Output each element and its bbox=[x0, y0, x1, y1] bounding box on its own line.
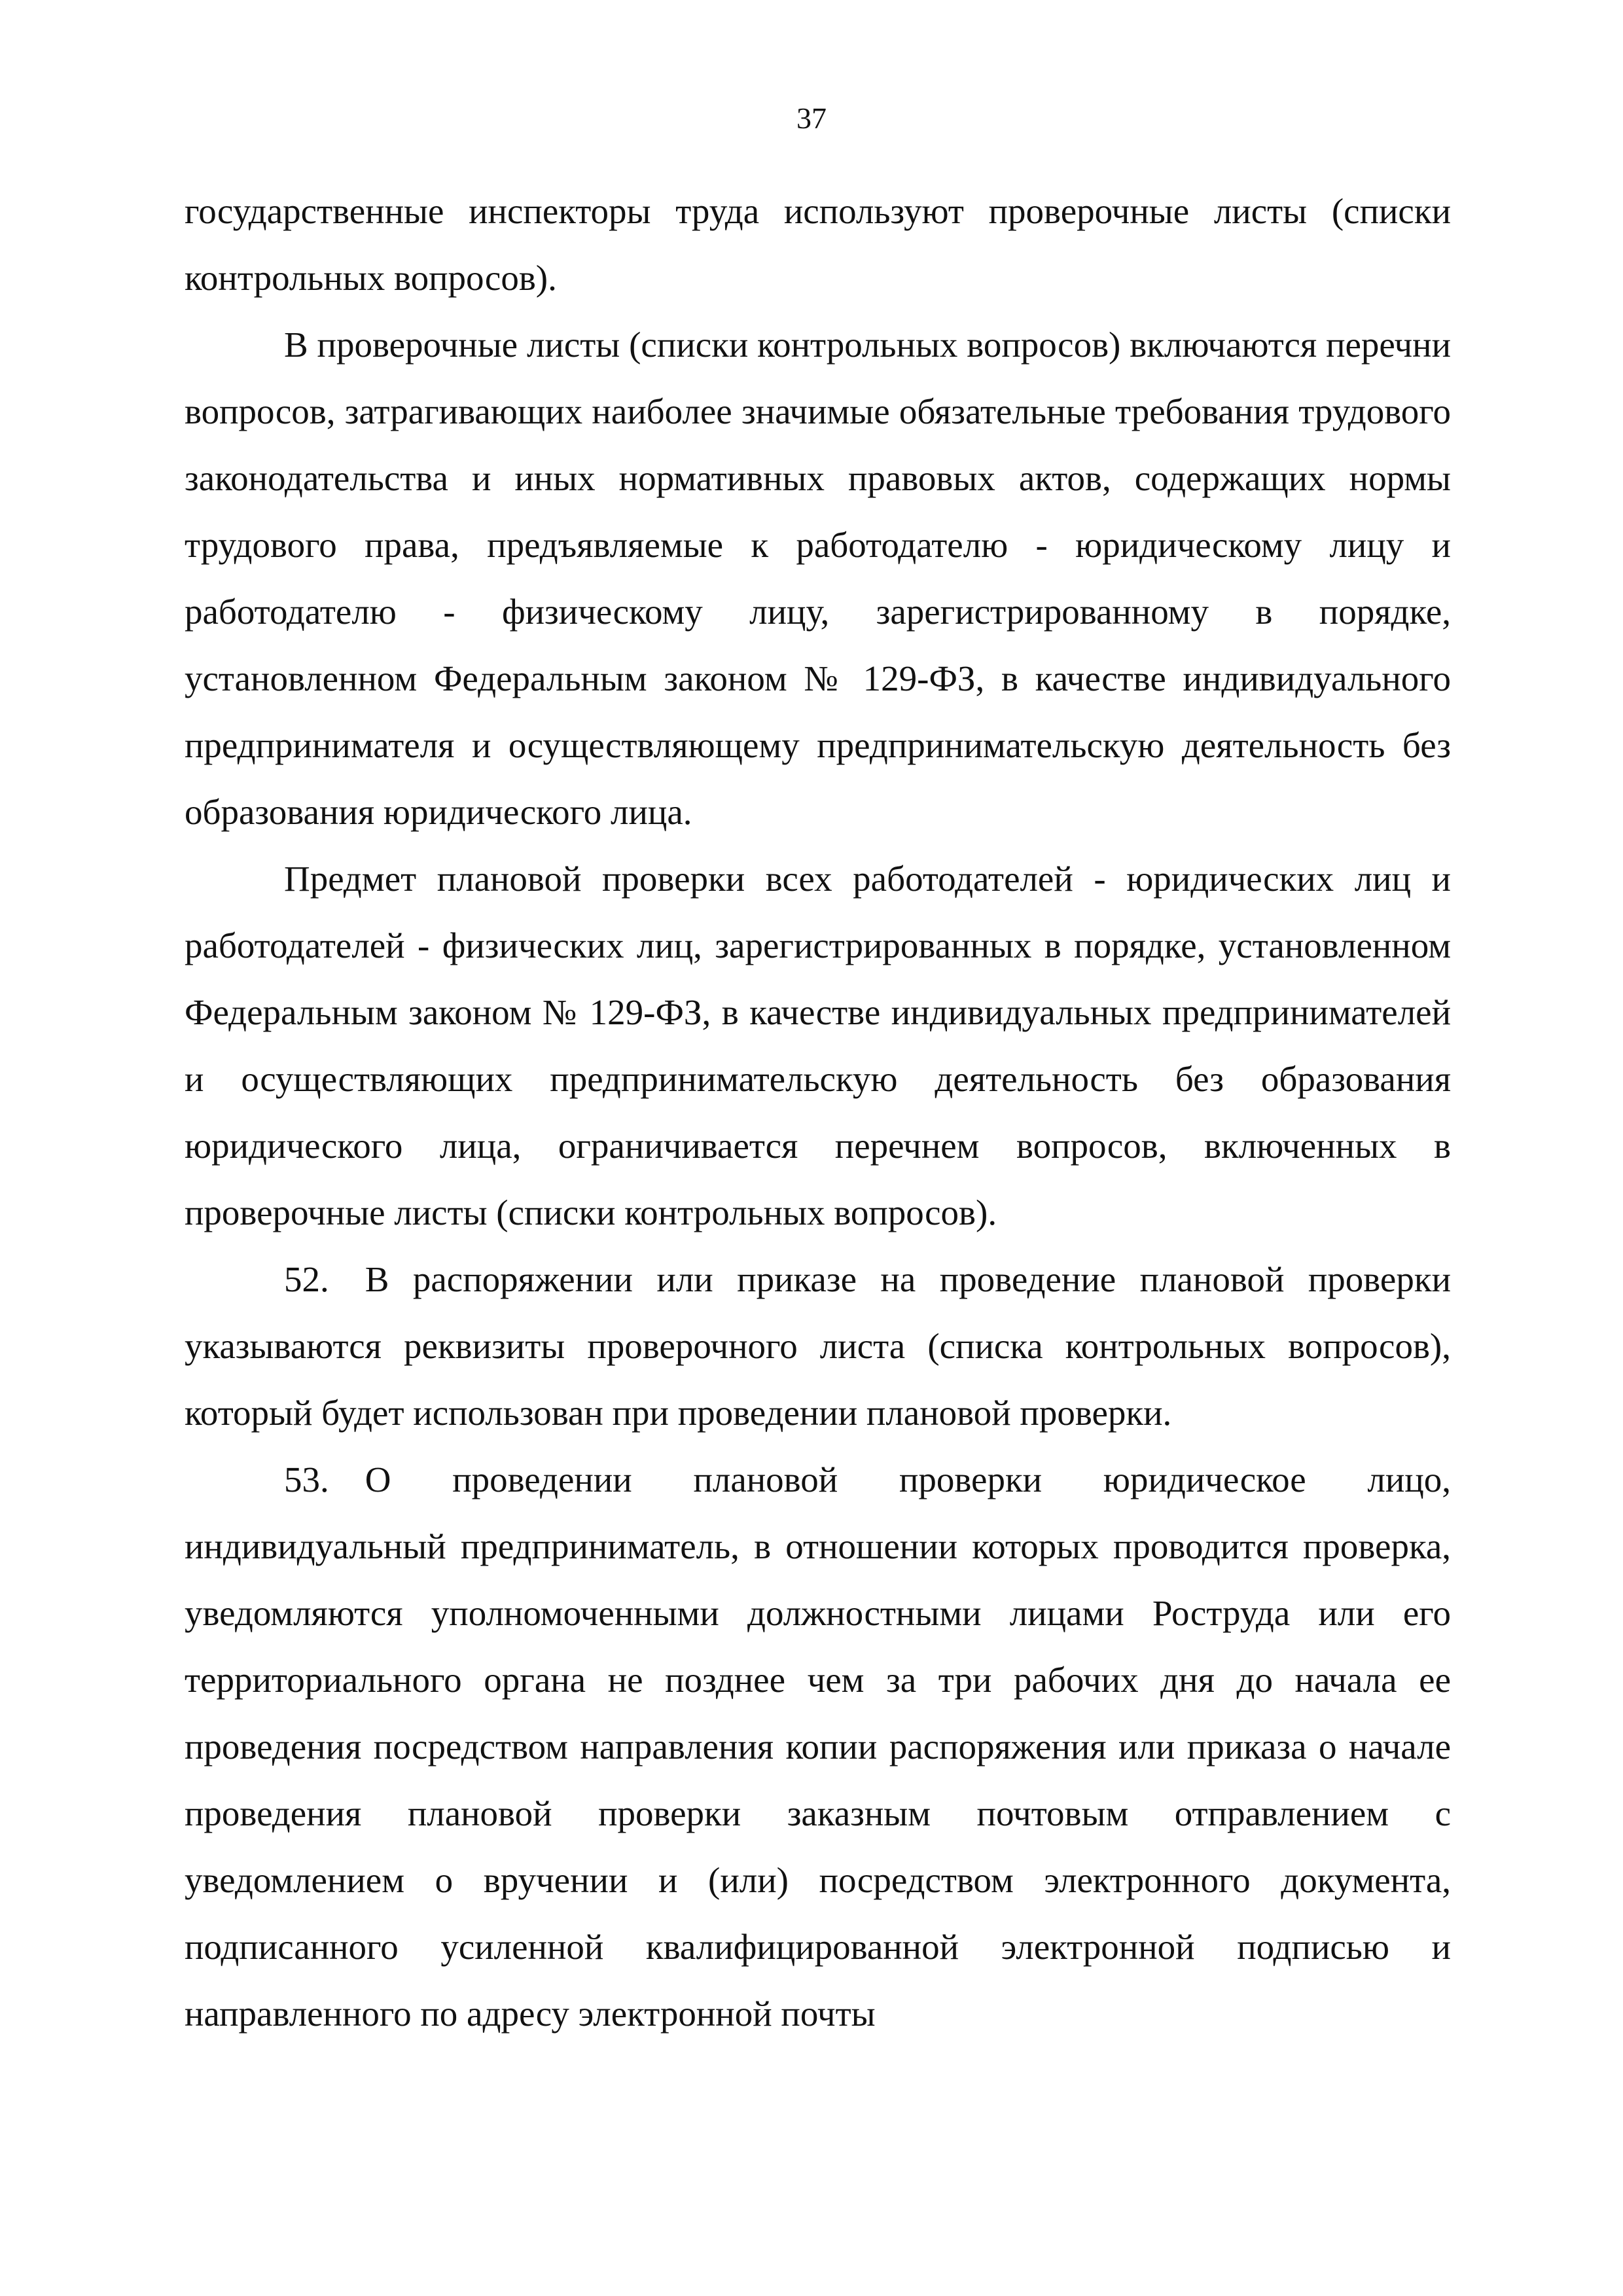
paragraph-3: Предмет плановой проверки всех работодателей - юридических лиц и работодателей - физических лиц, зарегистрированных в порядке, установленном Федеральным законом № 129-ФЗ, в качестве индивидуальных предпринимателей и осуществляющих предпринимательскую деятельность без образования юридического лица, ограничивается перечнем вопросов, включенных в проверочные листы (списки контрольных вопросов). bbox=[185, 859, 1451, 1232]
document-body bbox=[185, 178, 1451, 2047]
page-number: 37 bbox=[796, 101, 827, 135]
paragraph-1: государственные инспекторы труда используют проверочные листы (списки контрольных вопросов). bbox=[185, 191, 1451, 298]
paragraph-clause-53: 53. О проведении плановой проверки юридическое лицо, индивидуальный предприниматель, в отношении которых проводится проверка, уведомляются уполномоченными должностными лицами Роструда или его территориального органа не позднее чем за три рабочих дня до начала ее проведения посредством направления копии распоряжения или приказа о начале проведения плановой проверки заказным почтовым отправлением с уведомлением о вручении и (или) посредством электронного документа, подписанного усиленной квалифицированной электронной подписью и направленного по адресу электронной почты bbox=[185, 1460, 1451, 2034]
paragraph-2: В проверочные листы (списки контрольных вопросов) включаются перечни вопросов, затрагивающих наиболее значимые обязательные требования трудового законодательства и иных нормативных правовых актов, содержащих нормы трудового права, предъявляемые к работодателю - юридическому лицу и работодателю - физическому лицу, зарегистрированному в порядке, установленном Федеральным законом № 129-ФЗ, в качестве индивидуального предпринимателя и осуществляющему предпринимательскую деятельность без образования юридического лица. bbox=[185, 325, 1451, 832]
paragraph-clause-52: 52. В распоряжении или приказе на проведение плановой проверки указываются реквизиты проверочного листа (списка контрольных вопросов), который будет использован при проведении плановой проверки. bbox=[185, 1259, 1451, 1433]
